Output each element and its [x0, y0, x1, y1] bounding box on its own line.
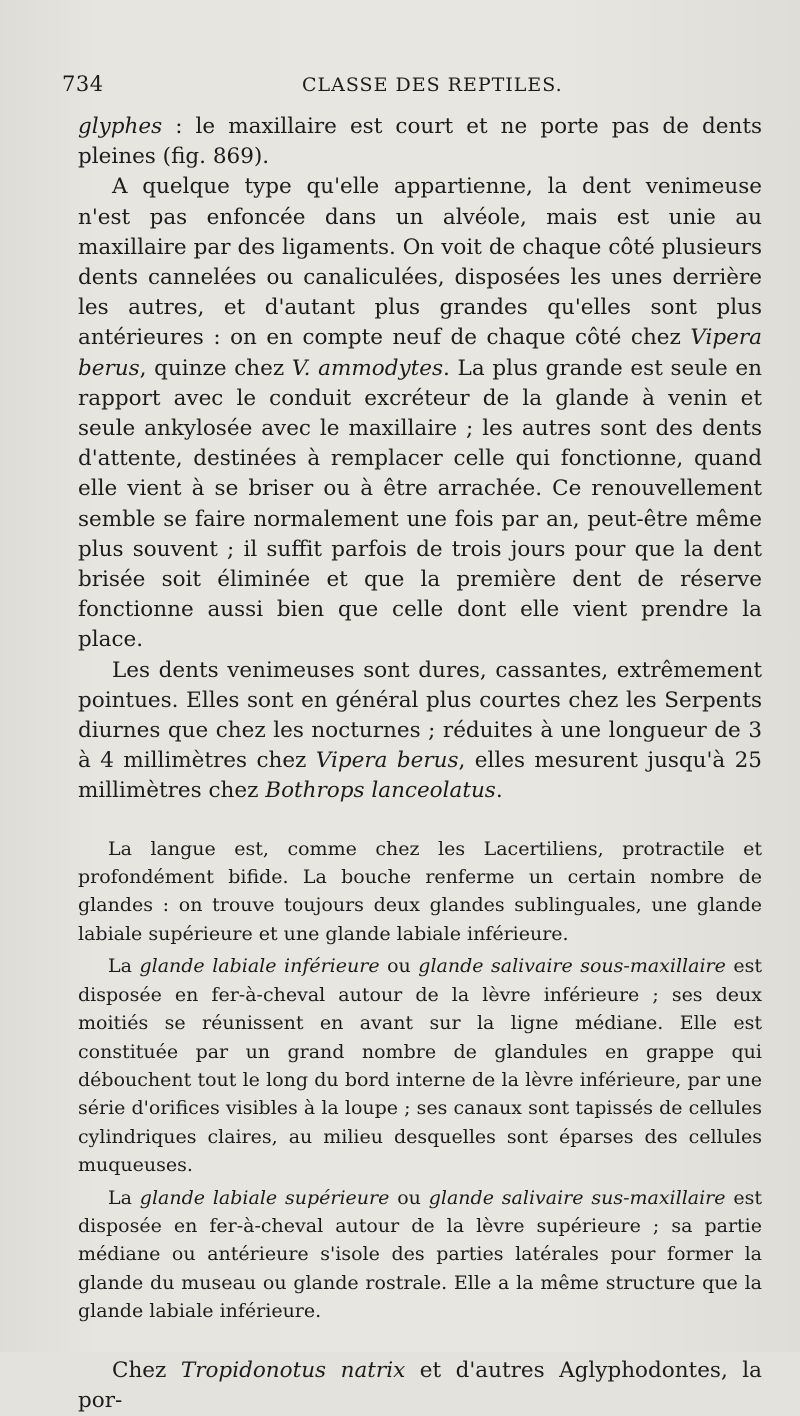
closing-text-block — [78, 1356, 762, 1416]
text-run: , elles mesurent jusqu'à 25 millimètres chez — [78, 748, 762, 804]
text-run: , quinze chez — [139, 355, 292, 381]
paragraph — [78, 952, 762, 1179]
text-run: Les dents venimeuses sont dures, cassantes, extrêmement pointues. Elles sont en général plus courtes chez les Serpents diurnes que chez les nocturnes ; réduites à une longueur de 3 à 4 millimètres chez — [78, 657, 762, 774]
italic-text-run: glande salivaire sous-maxillaire — [418, 955, 726, 978]
italic-text-run: glande labiale inférieure — [139, 955, 380, 978]
italic-text-run: Vipera berus — [315, 748, 459, 774]
text-run: . — [495, 778, 503, 804]
paragraph — [78, 1184, 762, 1326]
page-body — [78, 112, 762, 1416]
page-header — [62, 72, 752, 102]
text-run: ou — [379, 955, 419, 978]
paragraph — [78, 1356, 762, 1416]
italic-text-run: Vipera berus — [78, 325, 762, 381]
italic-text-run: glyphes — [78, 114, 163, 139]
text-run: ou — [389, 1186, 429, 1209]
text-run: La — [108, 955, 140, 978]
text-run: A quelque type qu'elle appartienne, la dent venimeuse n'est pas enfoncée dans un alvéole, mais est unie au maxillaire par des ligaments. On voit de chaque côté plusieurs dents cannelées ou canaliculées, disposées les unes derrière les autres, et d'autant plus grandes qu'elles sont plus antérieures : on en compte neuf de chaque côté chez — [78, 174, 762, 351]
paragraph — [78, 835, 762, 949]
italic-text-run: glande salivaire sus-maxillaire — [428, 1186, 726, 1209]
text-run: . La plus grande est seule en rapport avec le conduit excréteur de la glande à venin et seule ankylosée avec le maxillaire ; les autres sont des dents d'attente, destinées à remplacer celle qui fonctionne, quand elle vient à se briser ou à être arrachée. Ce renouvellement semble se faire normalement une fois par an, peut-être même plus souvent ; il suffit parfois de trois jours pour que la dent brisée soit éliminée et que la première dent de réserve fonctionne aussi bien que celle dont elle vient prendre la place. — [78, 355, 762, 653]
italic-text-run: Tropidonotus natrix — [180, 1357, 406, 1383]
text-run: et d'autres Aglyphodontes, la por- — [78, 1357, 763, 1413]
text-run: Chez — [112, 1357, 181, 1383]
text-run: : le maxillaire est court et ne porte pas de dents pleines (fig. 869). — [78, 114, 762, 170]
page-number: 734 — [62, 72, 104, 96]
italic-text-run: V. ammodytes — [291, 355, 444, 381]
text-run: est disposée en fer-à-cheval autour de la lèvre supérieure ; sa partie médiane ou antérieure s'isole des parties latérales pour former la glande du museau ou glande rostrale. Elle a la même structure que la glande labiale inférieure. — [78, 1186, 762, 1323]
running-head: CLASSE DES REPTILES. — [302, 74, 563, 96]
text-run: La — [108, 1186, 140, 1209]
main-text-block — [78, 112, 762, 807]
small-print-block — [78, 835, 762, 1326]
paragraph — [78, 656, 762, 807]
paragraph — [78, 172, 762, 655]
italic-text-run: Bothrops lanceolatus — [265, 778, 496, 804]
text-run: La langue est, comme chez les Lacertiliens, protractile et profondément bifide. La bouche renferme un certain nombre de glandes : on trouve toujours deux glandes sublinguales, une glande labiale supérieure et une glande labiale inférieure. — [78, 837, 762, 945]
text-run: est disposée en fer-à-cheval autour de la lèvre inférieure ; ses deux moitiés se réunissent en avant sur la ligne médiane. Elle est constituée par un grand nombre de glandules en grappe qui débouchent tout le long du bord interne de la lèvre inférieure, par une série d'orifices visibles à la loupe ; ses canaux sont tapissés de cellules cylindriques claires, au milieu desquelles sont éparses des cellules muqueuses. — [78, 955, 763, 1177]
paragraph — [78, 112, 762, 172]
italic-text-run: glande labiale supérieure — [139, 1186, 390, 1209]
